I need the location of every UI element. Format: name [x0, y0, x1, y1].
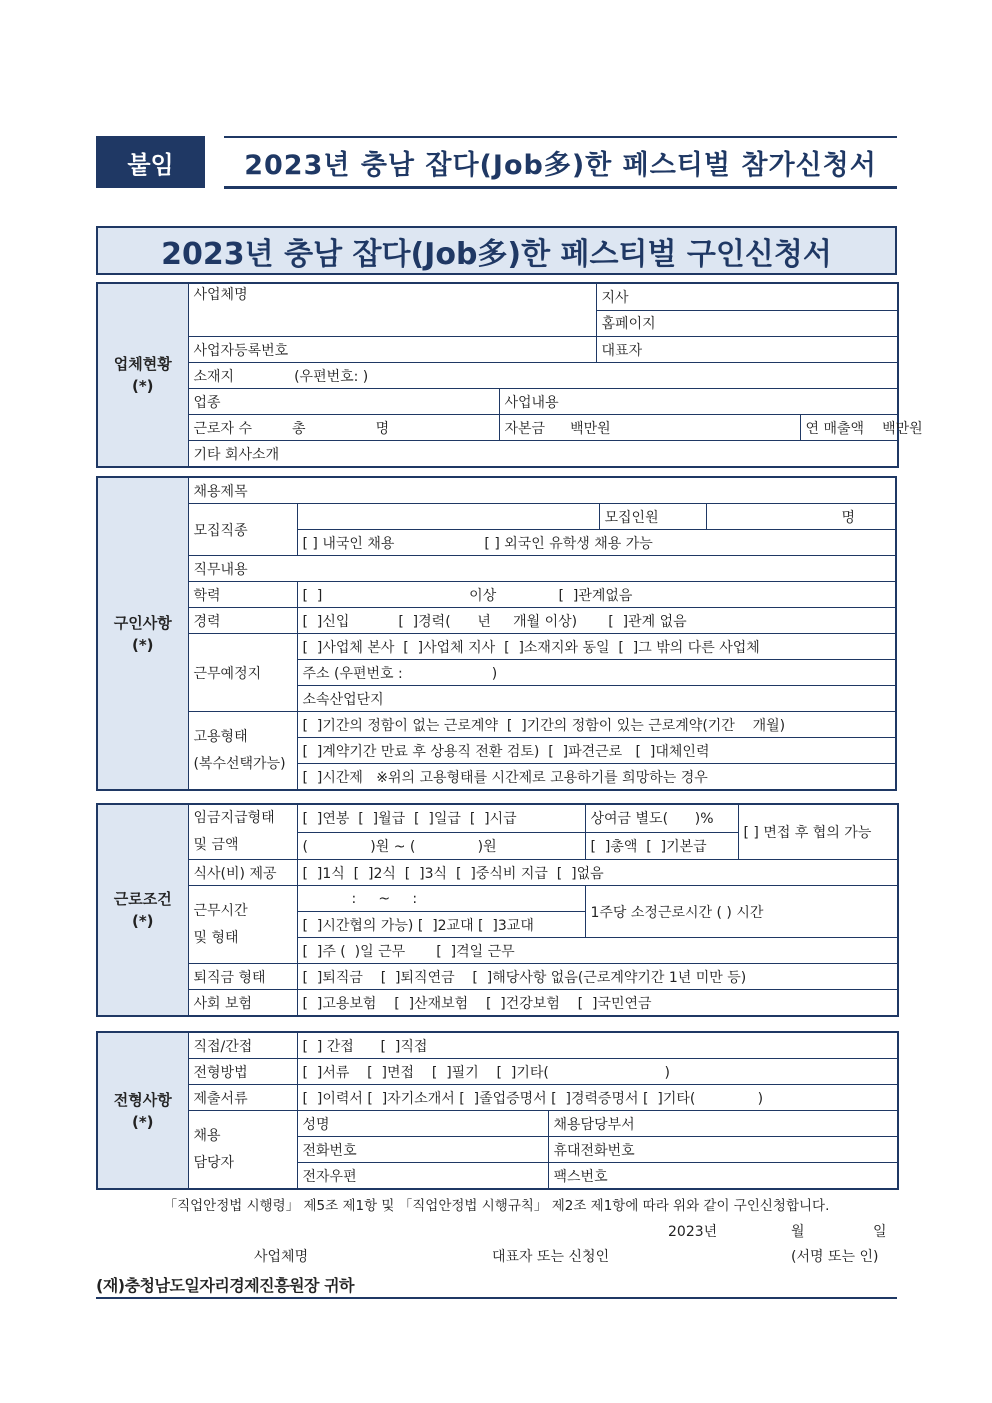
docs-label: 제출서류: [188, 1085, 297, 1111]
regno-field[interactable]: 사업자등록번호: [188, 337, 596, 363]
company-name-field[interactable]: 사업체명: [188, 283, 596, 337]
manager-mobile-field[interactable]: 휴대전화번호: [548, 1137, 898, 1163]
bonus-field[interactable]: 상여금 별도( )%: [585, 804, 738, 832]
career-options[interactable]: [ ]신입 [ ]경력( 년 개월 이상) [ ]관계 없음: [297, 608, 896, 634]
meal-label: 식사(비) 제공: [188, 860, 297, 886]
bottom-rule: [96, 1297, 897, 1299]
docs-options[interactable]: [ ]이력서 [ ]자기소개서 [ ]졸업증명서 [ ]경력증명서 [ ]기타( ): [297, 1085, 898, 1111]
workplace-options[interactable]: [ ]사업체 본사 [ ]사업체 지사 [ ]소재지와 동일 [ ]그 밖의 다른 사업체: [297, 634, 896, 660]
shift-options[interactable]: [ ]시간협의 가능) [ ]2교대 [ ]3교대: [297, 912, 585, 938]
insurance-label: 사회 보험: [188, 990, 297, 1017]
employment-type-1[interactable]: [ ]기간의 정함이 없는 근로계약 [ ]기간의 정함이 있는 근로계약(기간 개월): [297, 712, 896, 738]
job-type-input[interactable]: [297, 504, 599, 530]
manager-name-field[interactable]: 성명: [297, 1111, 548, 1137]
selection-section: [96, 1031, 899, 1190]
address-field[interactable]: 소재지 (우편번호: ): [188, 363, 898, 389]
workplace-address[interactable]: 주소 (우편번호 : ): [297, 660, 896, 686]
direct-options[interactable]: [ ] 간접 [ ]직접: [297, 1032, 898, 1059]
sales-field[interactable]: 연 매출액 백만원: [800, 415, 898, 441]
conditions-section-label: 근로조건 (*): [97, 804, 188, 1016]
job-type-label: 모집직종: [188, 504, 297, 556]
company-section-label: 업체현황 (*): [97, 283, 188, 467]
employment-type-2[interactable]: [ ]계약기간 만료 후 상용직 전환 검토) [ ]파견근로 [ ]대체인력: [297, 738, 896, 764]
education-options[interactable]: [ ] 이상 [ ]관계없음: [297, 582, 896, 608]
weekly-hours-field[interactable]: 1주당 소정근로시간 ( ) 시간: [585, 886, 898, 938]
date-month: 월: [791, 1224, 805, 1240]
workday-options[interactable]: [ ]주 ( )일 근무 [ ]격일 근무: [297, 938, 898, 964]
severance-label: 퇴직금 형태: [188, 964, 297, 990]
sign-mark: (서명 또는 인): [791, 1249, 879, 1265]
recruit-count-label: 모집인원: [599, 504, 706, 530]
wage-amount-field[interactable]: ( )원 ~ ( )원: [297, 832, 585, 860]
duties-field[interactable]: 직무내용: [188, 556, 896, 582]
employment-type-label: 고용형태 (복수선택가능): [188, 712, 297, 791]
company-section: [96, 282, 923, 468]
hiring-section: [96, 476, 897, 791]
hours-time-field[interactable]: : ~ :: [297, 886, 585, 912]
sign-company: 사업체명: [254, 1249, 309, 1265]
hiring-title-field[interactable]: 채용제목: [188, 477, 896, 504]
hours-label: 근무시간 및 형태: [188, 886, 297, 964]
homepage-field[interactable]: 홈페이지: [596, 310, 898, 337]
meal-options[interactable]: [ ]1식 [ ]2식 [ ]3식 [ ]중식비 지급 [ ]없음: [297, 860, 898, 886]
document-title: 2023년 충남 잡다(Job多)한 페스티벌 참가신청서: [224, 136, 897, 189]
employment-type-3[interactable]: [ ]시간제 ※위의 고용형태를 시간제로 고용하기를 희망하는 경우: [297, 764, 896, 791]
manager-fax-field[interactable]: 팩스번호: [548, 1163, 898, 1190]
form-title: 2023년 충남 잡다(Job多)한 페스티벌 구인신청서: [96, 226, 897, 275]
addressee: (재)충청남도일자리경제진흥원장 귀하: [96, 1276, 354, 1295]
negotiable-option[interactable]: [ ] 면접 후 협의 가능: [738, 804, 898, 860]
manager-dept-field[interactable]: 채용담당부서: [548, 1111, 898, 1137]
severance-options[interactable]: [ ]퇴직금 [ ]퇴직연금 [ ]해당사항 없음(근로계약기간 1년 미만 등): [297, 964, 898, 990]
industry-field[interactable]: 업종: [188, 389, 499, 415]
conditions-section: [96, 803, 899, 1017]
date-day: 일: [873, 1224, 887, 1240]
attachment-tag: 붙임: [96, 136, 205, 188]
bonus-basis-options[interactable]: [ ]총액 [ ]기본급: [585, 832, 738, 860]
nationality-options[interactable]: [ ] 내국인 채용 [ ] 외국인 유학생 채용 가능: [297, 530, 896, 556]
direct-label: 직접/간접: [188, 1032, 297, 1059]
sign-rep: 대표자 또는 신청인: [492, 1249, 610, 1265]
selection-section-label: 전형사항 (*): [97, 1032, 188, 1189]
document-header: [96, 136, 897, 188]
manager-label: 채용 담당자: [188, 1111, 297, 1190]
industrial-park-field[interactable]: 소속산업단지: [297, 686, 896, 712]
recruit-count-input[interactable]: 명: [706, 504, 896, 530]
hiring-section-label: 구인사항 (*): [97, 477, 188, 790]
intro-field[interactable]: 기타 회사소개: [188, 441, 898, 468]
insurance-options[interactable]: [ ]고용보험 [ ]산재보험 [ ]건강보험 [ ]국민연금: [297, 990, 898, 1017]
business-field[interactable]: 사업내용: [499, 389, 898, 415]
wage-type-options[interactable]: [ ]연봉 [ ]월급 [ ]일급 [ ]시급: [297, 804, 585, 832]
statement: 「직업안정법 시행령」 제5조 제1항 및 「직업안정법 시행규칙」 제2조 제1항에 따라 위와 같이 구인신청합니다.: [163, 1198, 830, 1214]
date-year: 2023년: [668, 1224, 718, 1240]
manager-email-field[interactable]: 전자우편: [297, 1163, 548, 1190]
method-label: 전형방법: [188, 1059, 297, 1085]
capital-field[interactable]: 자본금 백만원: [499, 415, 800, 441]
manager-phone-field[interactable]: 전화번호: [297, 1137, 548, 1163]
wage-label: 임금지급형태 및 금액: [188, 804, 297, 860]
workers-field[interactable]: 근로자 수 총 명: [188, 415, 499, 441]
education-label: 학력: [188, 582, 297, 608]
branch-field[interactable]: 지사: [596, 283, 898, 310]
career-label: 경력: [188, 608, 297, 634]
method-options[interactable]: [ ]서류 [ ]면접 [ ]필기 [ ]기타( ): [297, 1059, 898, 1085]
ceo-field[interactable]: 대표자: [596, 337, 898, 363]
workplace-label: 근무예정지: [188, 634, 297, 712]
